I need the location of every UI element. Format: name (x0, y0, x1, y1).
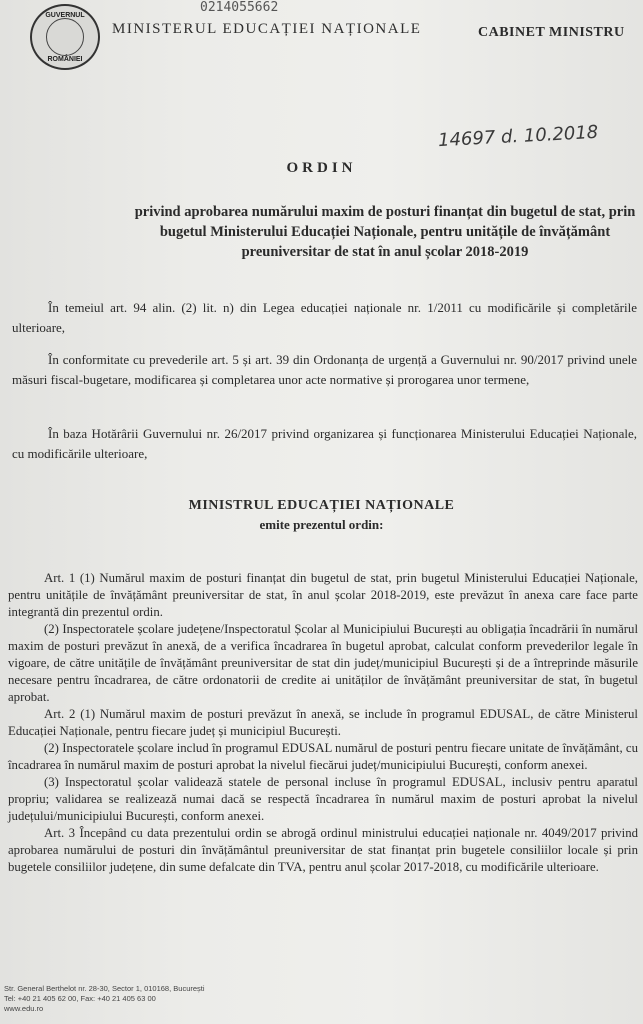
preamble-paragraph (12, 298, 637, 338)
footer-phone: Tel: +40 21 405 62 00, Fax: +40 21 405 63 00 (4, 994, 156, 1003)
footer-address: Str. General Berthelot nr. 28-30, Sector 1, 010168, București (4, 984, 205, 993)
article-paragraph: (2) Inspectoratele școlare județene/Inspectoratul Școlar al Municipiului București au obligația încadrării în numărul maxim de posturi prevăzut în anexă, de a verifica încadrarea în bugetul aprobat, calculat conform prevederilor legale în vigoare, de către unitățile de învățământ preuniversitar de stat din județ/municipiul București și de a întreprinde măsurile necesare pentru încadrarea, de către ordonatorii de credite ai unităților de învățământ preuniversitar de stat, în bugetul aprobat. (8, 622, 638, 704)
issuer-heading: MINISTRUL EDUCAȚIEI NAȚIONALE (188, 498, 455, 513)
article-paragraph: (3) Inspectoratul școlar validează statele de personal incluse în programul EDUSAL, inclusiv pentru aparatul propriu; validarea se realizează numai dacă se respectă încadrarea în numărul maxim de posturi aprobat la nivelul județului/municipiului București, conform anexei. (8, 775, 638, 823)
issuer-subheading: emite prezentul ordin: (259, 517, 384, 532)
document-title: ORDIN (286, 160, 357, 176)
seal-top-text: GUVERNUL (45, 12, 85, 19)
seal-bottom-text: ROMÂNIEI (47, 56, 83, 63)
article-paragraph: Art. 2 (1) Numărul maxim de posturi prevăzut în anexă, se include în programul EDUSAL, de către Ministerul Educației Naționale, pentru fiecare județ și municipiul București. (8, 707, 638, 738)
article-paragraph: Art. 3 Începând cu data prezentului ordin se abrogă ordinul ministrului educației naționale nr. 4049/2017 privind aprobarea numărului de posturi din învățământul preuniversitar de stat finanțat prin bugetele consiliilor locale și prin bugetele consiliilor județene, din sume defalcate din TVA, pentru anul școlar 2017-2018, cu modificările ulterioare. (8, 826, 638, 874)
preamble-paragraph (12, 350, 637, 390)
article-paragraph: Art. 1 (1) Numărul maxim de posturi finanțat din bugetul de stat, prin bugetul Ministerului Educației Naționale, pentru unitățile de învățământ preuniversitar de stat, în anul școlar 2018-2019, este prevăzut în anexa care face parte integrantă din prezentul ordin. (8, 571, 638, 619)
ministry-header: MINISTERUL EDUCAȚIEI NAȚIONALE (112, 21, 422, 37)
preamble-paragraph (12, 424, 637, 464)
registration-number: 14697 d. 10.2018 (437, 121, 599, 152)
footer (4, 984, 205, 1014)
articles-section (8, 570, 638, 876)
government-seal-icon (30, 4, 100, 70)
document-subtitle: privind aprobarea numărului maxim de posturi finanțat din bugetul de stat, prin bugetul Ministerului Educației Naționale, pentru unitățile de învățământ preuniversitar de stat în anul școlar 2018-2019 (134, 204, 636, 260)
preamble-text: În conformitate cu prevederile art. 5 și art. 39 din Ordonanța de urgență a Guvernului nr. 90/2017 privind unele măsuri fiscal-bugetare, modificarea și completarea unor acte normative și prorogarea unor termene, (12, 352, 637, 387)
phone-stamp: 0214055662 (200, 0, 279, 15)
preamble-text: În temeiul art. 94 alin. (2) lit. n) din Legea educației naționale nr. 1/2011 cu modificările și completările ulterioare, (12, 300, 637, 335)
footer-website: www.edu.ro (4, 1004, 44, 1013)
preamble-text: În baza Hotărârii Guvernului nr. 26/2017 privind organizarea și funcționarea Ministerului Educației Naționale, cu modificările ulterioare, (12, 426, 637, 461)
article-paragraph: (2) Inspectoratele școlare includ în programul EDUSAL numărul de posturi pentru fiecare unitate de învățământ, cu încadrarea în numărul maxim de posturi aprobat la nivelul fiecărui județ/municipiului București, conform anexei. (8, 741, 638, 772)
cabinet-header: CABINET MINISTRU (478, 25, 625, 40)
